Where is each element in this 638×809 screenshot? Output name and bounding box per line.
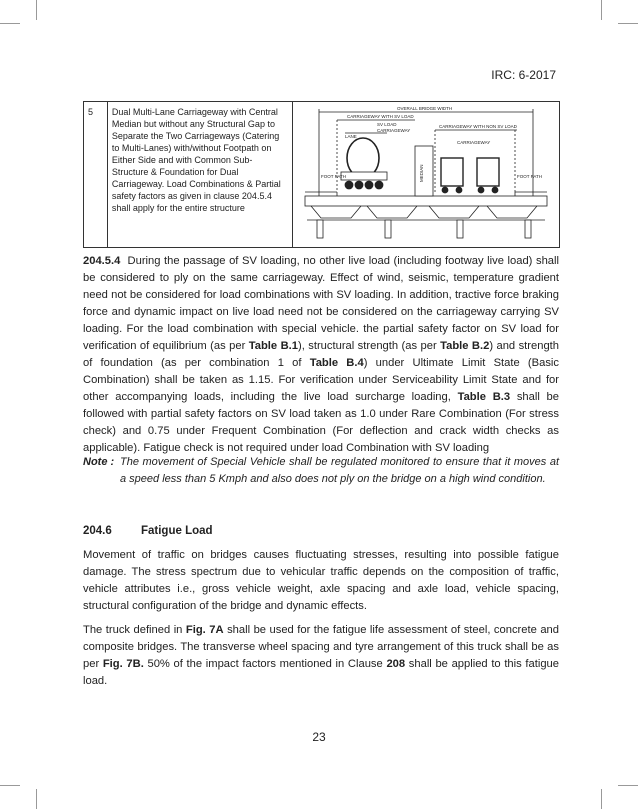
clause-204-5-4: 204.5.4 During the passage of SV loading, no other live load (including footway live load) shall be considered to ply on the same carriageway. Effect of wind, seismic, temperature gradient need not be considered for load combinations with SV loading. In addition, tractive force braking force and dynamic impact on live load need not be considered on the carriageway carrying SV loading. For the load combination with special vehicle. the partial safety factor on SV load for verification of equilibrium (as per Table B.1), structural strength (as per Table B.2) and strength of foundation (as per combination 1 of Table B.4) under Ultimate Limit State (Basic Combination) shall be taken as 1.15. For verification under Serviceability Limit State and for other accompanying loads, including the live load surcharge loading, Table B.3 shall be followed with partial safety factors on SV load taken as 1.0 under Rare Combination (For stress check) and 0.75 under Frequent Combination (For deflection and crack width checks as applicable). Fatigue check is not required under load Combination with SV loading [83,255,560,454]
crop-mark [618,23,638,24]
label-overall-width: OVERALL BRIDGE WIDTH [397,106,453,111]
clause-number: 204.5.4 [83,255,121,267]
crop-mark [36,789,37,809]
page-number: 23 [312,730,326,744]
row-number: 5 [84,102,108,248]
label-lane: LANE [345,134,357,139]
crop-mark [0,785,20,786]
label-carriageway-non-sv: CARRIAGEWAY WITH NON SV LOAD [439,124,517,129]
ref-clause-208: 208 [386,658,406,670]
row-description: Dual Multi-Lane Carriageway with Central Median but without any Structural Gap to Separate the Two Carriageways (Catering to Multi-Lanes) with/without Footpath on Either Side and with Common Sub-Structure & Foundation for Dual Carriageway. Load Combinations & Partial safety factors as given in clause 204.5.4 shall apply for the entire structure [107,102,292,248]
bridge-cross-section-drawing [297,106,555,240]
document-code: IRC: 6-2017 [491,68,556,82]
fatigue-paragraph-1: Movement of traffic on bridges causes fluctuating stresses, resulting into possible fatigue damage. The stress spectrum due to vehicular traffic depends on the composition of traffic, vehicle attributes i.e., gross vehicle weight, axle spacing and axle load, vehicle spacing, structural configuration of the bridge and dynamic effects. [83,549,559,612]
ref-fig-7b: Fig. 7B. [102,658,144,670]
ref-table-b4: Table B.4 [309,357,364,369]
section-title: Fatigue Load [140,525,213,537]
ref-table-b2: Table B.2 [440,340,490,352]
label-foot-path-left: FOOT PATH [321,174,347,179]
bridge-cross-section-figure [293,102,560,248]
ref-table-b1: Table B.1 [248,340,298,352]
label-sv-load: SV LOAD [377,122,397,127]
ref-table-b3: Table B.3 [457,391,511,403]
note-text: The movement of Special Vehicle shall be regulated monitored to ensure that it moves at a speed less than 5 Kmph and also does not ply on the bridge on a high wind condition. [120,456,559,485]
label-carriageway-sv: CARRIAGEWAY WITH SV LOAD [347,114,414,119]
load-combination-table-row [83,101,560,248]
label-carriageway: CARRIAGEWAY [377,128,411,133]
fatigue-paragraph-2: The truck defined in Fig. 7A shall be used for the fatigue life assessment of steel, concrete and composite bridges. The transverse wheel spacing and tyre arrangement of this truck shall be as per Fig. 7B. 50% of the impact factors mentioned in Clause 208 shall be applied to this fatigue load. [83,624,559,687]
label-foot-path-right: FOOT PATH [517,174,543,179]
crop-mark [36,0,37,20]
section-number: 204.6 [83,525,112,537]
crop-mark [601,0,602,20]
label-carriageway-2: CARRIAGEWAY [457,140,491,145]
note-block [83,454,559,488]
section-heading-204-6 [83,525,213,537]
label-median: MEDIAN [419,164,424,182]
crop-mark [618,785,638,786]
ref-fig-7a: Fig. 7A [185,624,224,636]
crop-mark [0,23,20,24]
note-label: Note : [83,456,115,468]
crop-mark [601,789,602,809]
